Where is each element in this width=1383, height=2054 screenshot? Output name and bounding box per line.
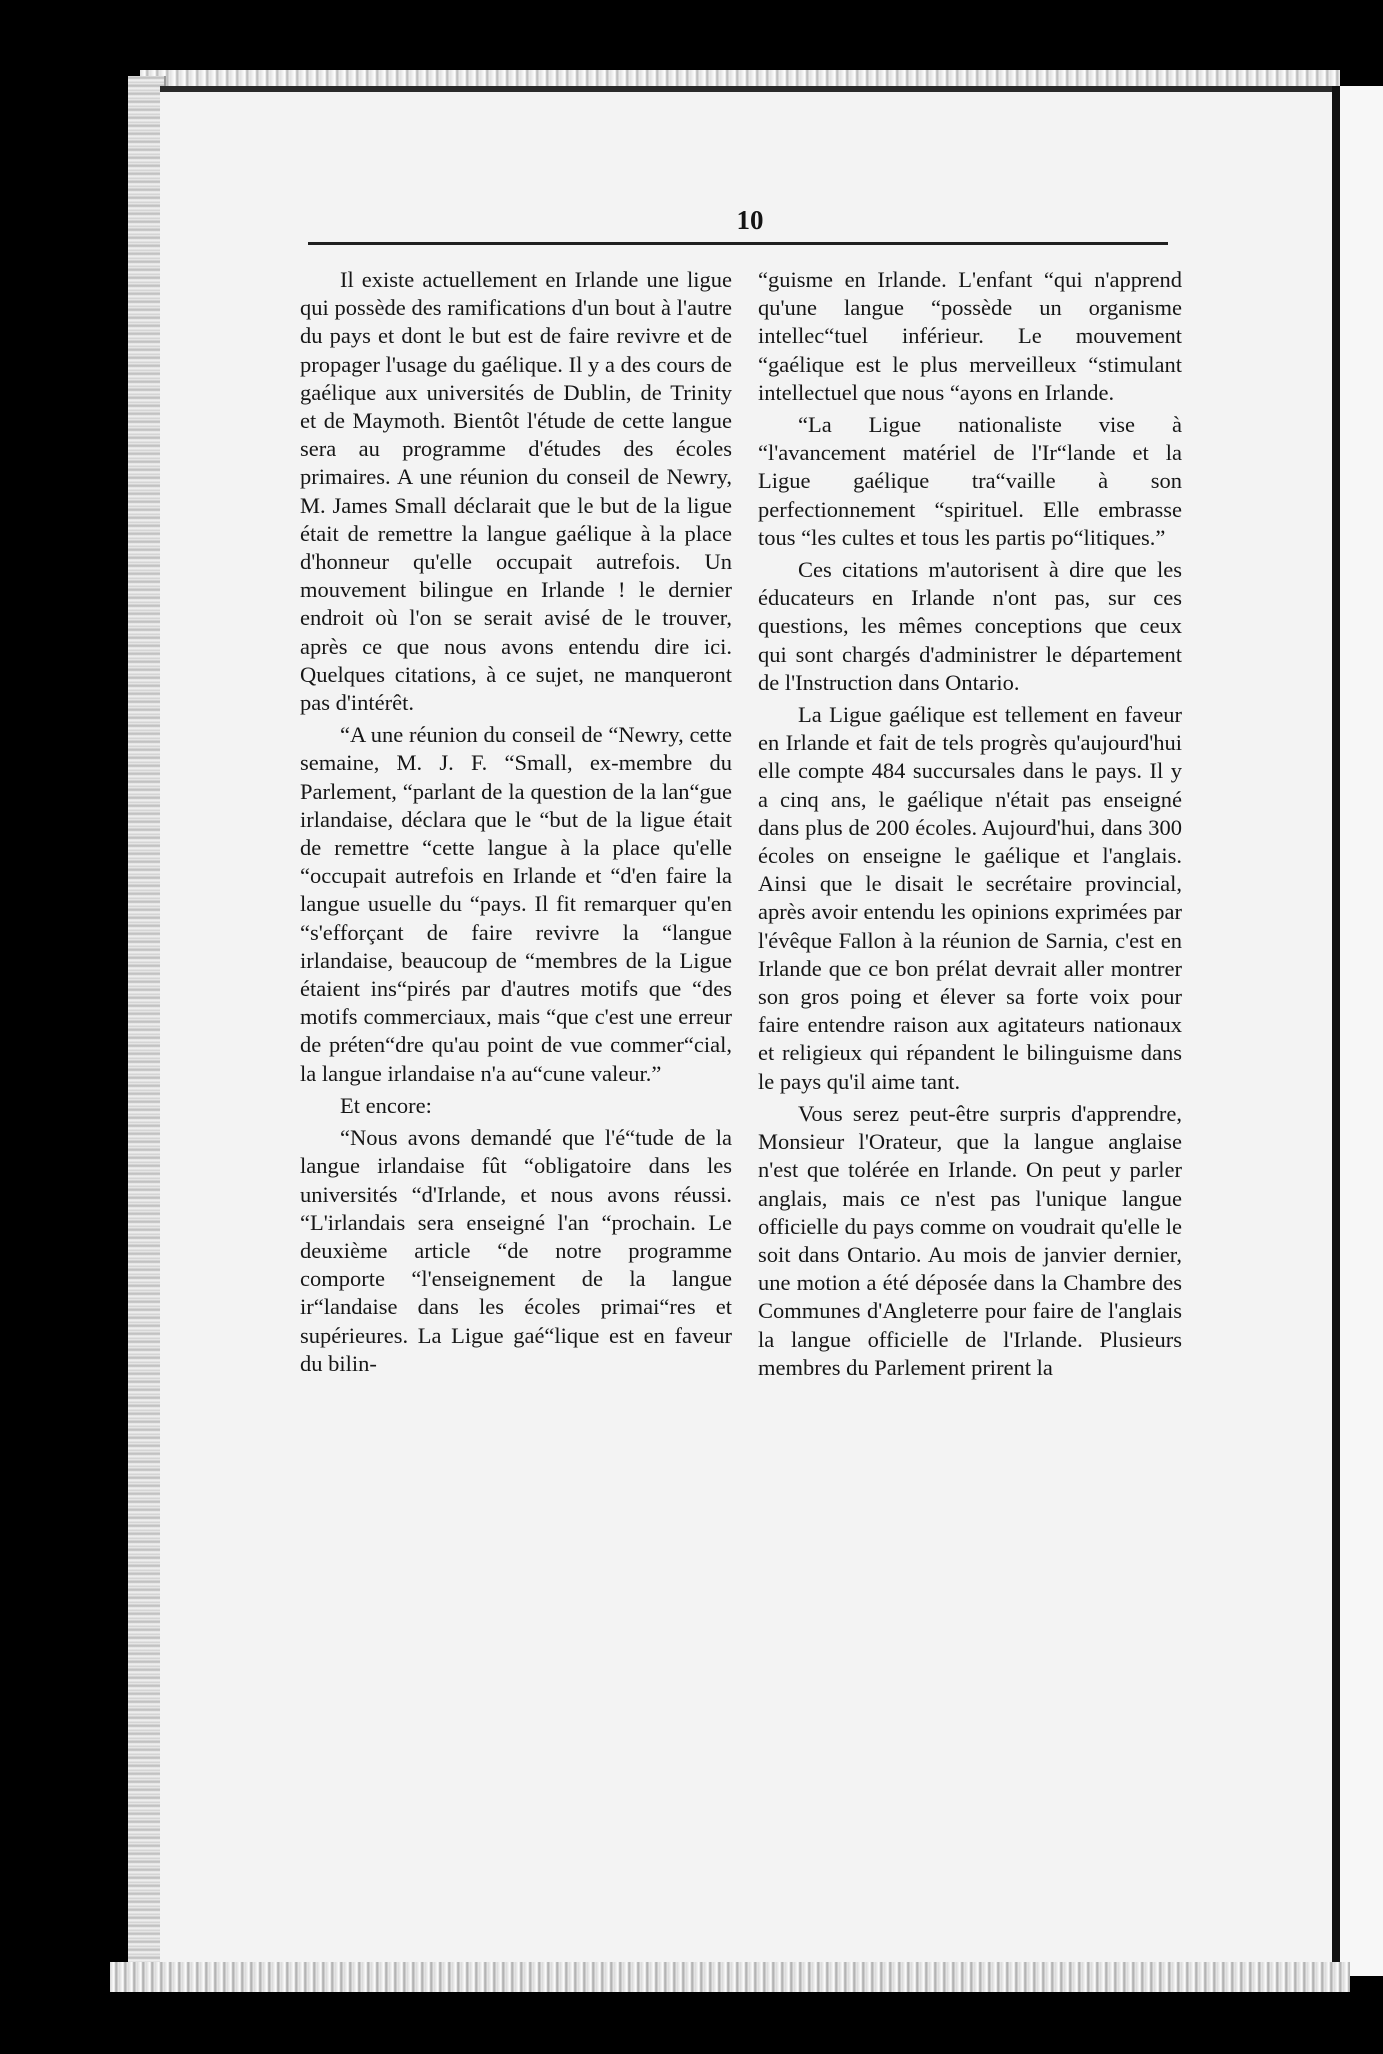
header-rule [308,242,1168,245]
paragraph: “La Ligue nationaliste vise à “l'avancement matériel de l'Ir“lande et la Ligue gaélique tra“vaille à son perfectionnement “spirituel. Elle embrasse tous “les cultes et tous les partis po“litiques.” [758,412,1182,550]
paragraph: “guisme en Irlande. L'enfant “qui n'apprend qu'une langue “possède un organisme intellec“tuel inférieur. Le mouvement “gaélique est le plus merveilleux “stimulant intellectuel que nous “ayons en Irlande. [758,267,1182,405]
paragraph: La Ligue gaélique est tellement en faveur en Irlande et fait de tels progrès qu'aujourd'hui elle compte 484 succursales dans le pays. Il y a cinq ans, le gaélique n'était pas enseigné dans plus de 200 écoles. Aujourd'hui, dans 300 écoles on enseigne le gaélique et l'anglais. Ainsi que le disait le secrétaire provincial, après avoir entendu les opinions exprimées par l'évêque Fallon à la réunion de Sarnia, c'est en Irlande que ce bon prélat devrait aller montrer son gros poing et élever sa forte voix pour faire entendre raison aux agitateurs nationaux et religieux qui répandent le bilinguisme dans le pays qu'il aime tant. [758,702,1182,1094]
paragraph: Il existe actuellement en Irlande une ligue qui possède des ramifications d'un bout à l'autre du pays et dont le but est de faire revivre et de propager l'usage du gaélique. Il y a des cours de gaélique aux universités de Dublin, de Trinity et de Maymoth. Bientôt l'étude de cette langue sera au programme d'études des écoles primaires. A une réunion du conseil de Newry, M. James Small déclarait que le but de la ligue était de remettre la langue gaélique à la place d'honneur qu'elle occupait autrefois. Un mouvement bilingue en Irlande ! le dernier endroit où l'on se serait avisé de le trouver, après ce que nous avons entendu dire ici. Quelques citations, à ce sujet, ne manqueront pas d'intérêt. [300,267,732,716]
page-right-shadow [1332,86,1340,1966]
right-column [758,266,1182,1386]
paragraph: “Nous avons demandé que l'é“tude de la langue irlandaise fût “obligatoire dans les universités “d'Irlande, et nous avons réussi. “L'irlandais sera enseigné l'an “prochain. Le deuxième article “de notre programme comporte “l'enseignement de la langue ir“landaise dans les écoles primai“res et supérieures. La Ligue gaé“lique est en faveur du bilin- [300,1125,732,1376]
book-bottom-edge [110,1962,1350,1992]
left-column [300,266,732,1382]
page-number: 10 [736,205,764,235]
book-top-edge [140,70,1340,86]
paragraph: Vous serez peut-être surpris d'apprendre, Monsieur l'Orateur, que la langue anglaise n'est que tolérée en Irlande. On peut y parler anglais, mais ce n'est pas l'unique langue officielle du pays comme on voudrait qu'elle le soit dans Ontario. Au mois de janvier dernier, une motion a été déposée dans la Chambre des Communes d'Angleterre pour faire de l'anglais la langue officielle de l'Irlande. Plusieurs membres du Parlement prirent la [758,1100,1182,1380]
paragraph: Et encore: [340,1092,432,1118]
scan-margin [1340,86,1383,1976]
paragraph: “A une réunion du conseil de “Newry, cette semaine, M. J. F. “Small, ex-membre du Parlement, “parlant de la question de la lan“gue irlandaise, déclara que le “but de la ligue était de remettre “cette langue à la place qu'elle “occupait autrefois en Irlande et “d'en faire la langue usuelle du “pays. Il fit remarquer qu'en “s'efforçant de faire revivre la “langue irlandaise, beaucoup de “membres de la Ligue étaient ins“pirés par d'autres motifs que “des motifs commerciaux, mais “que c'est une erreur de préten“dre qu'au point de vue commer“cial, la langue irlandaise n'a au“cune valeur.” [300,722,732,1086]
paragraph: Ces citations m'autorisent à dire que les éducateurs en Irlande n'ont pas, sur ces questions, les mêmes conceptions que ceux qui sont chargés d'administrer le département de l'Instruction dans Ontario. [758,557,1182,695]
